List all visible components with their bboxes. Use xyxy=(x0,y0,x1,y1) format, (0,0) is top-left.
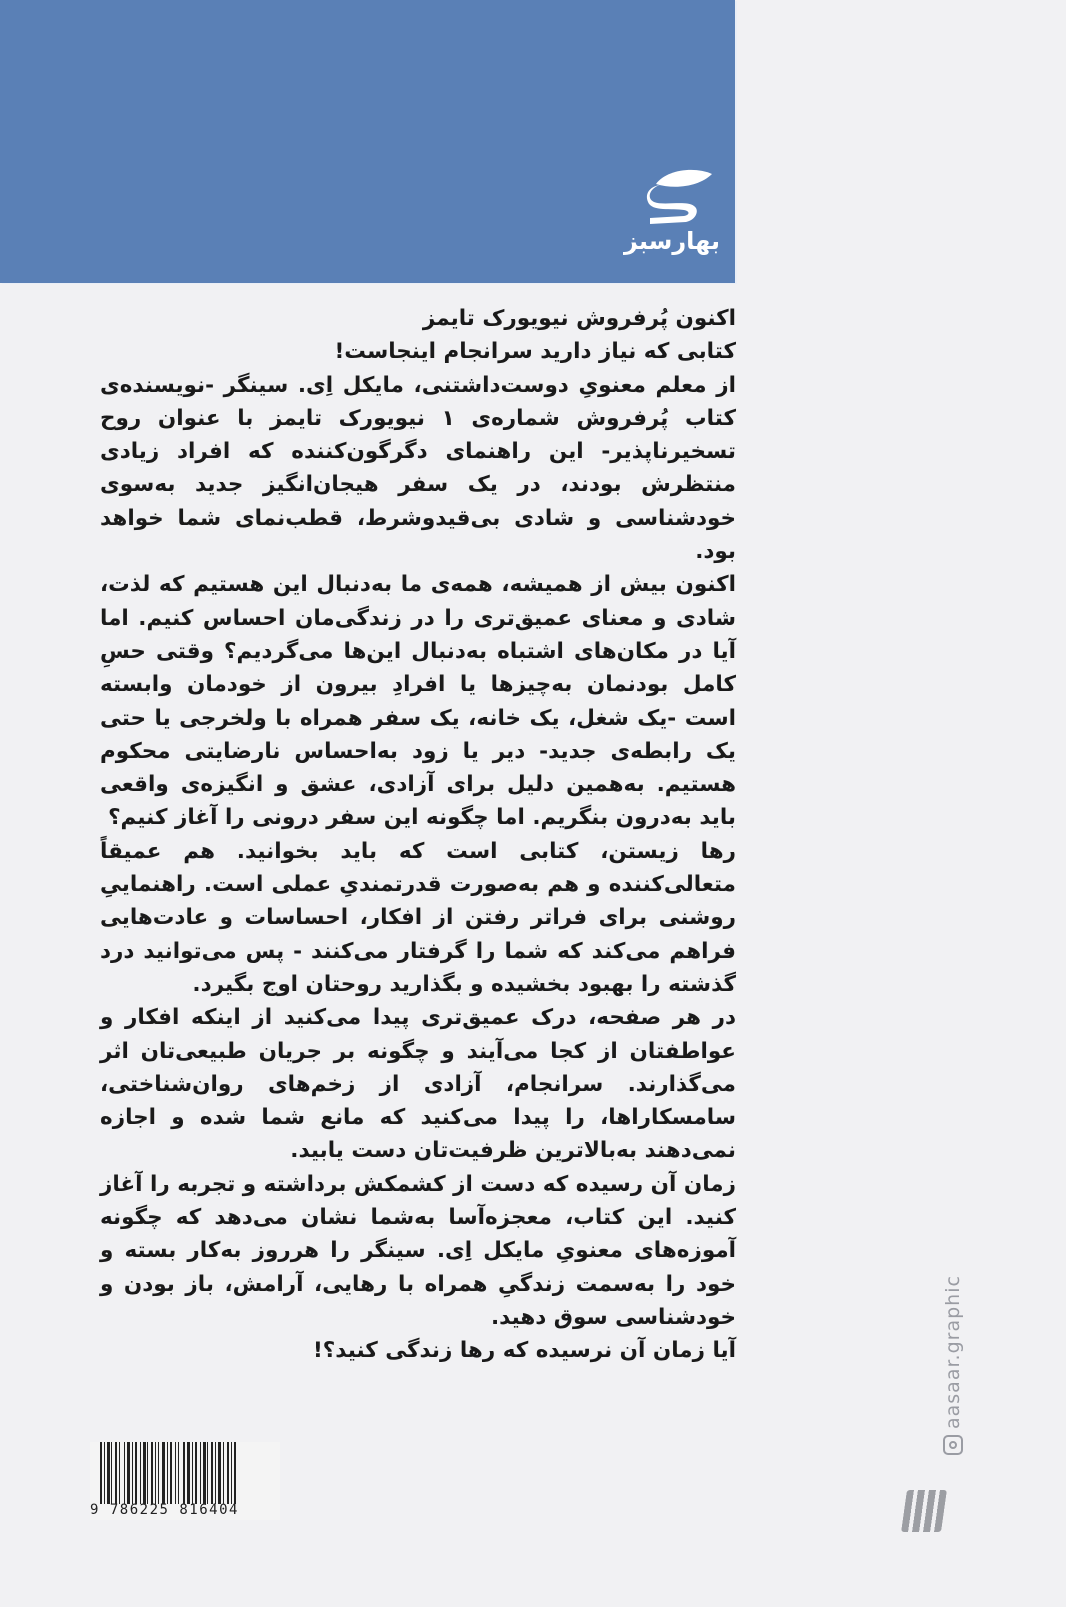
barcode-bars xyxy=(100,1442,275,1504)
blurb-paragraph-search: اکنون بیش از همیشه، همه‌ی ما به‌دنبال این هستیم که لذت، شادی و معنای عمیق‌تری را در زندگی‌مان احساس کنیم. اما آیا در مکان‌های اشتباه به‌دنبال این‌ها می‌گردیم؟ وقتی حسِ کامل بودنمان به‌چیزها یا افرادِ بیرون از خودمان وابسته است -یک شغل، یک خانه، یک سفر همراه با ولخرجی یا حتی یک رابطه‌ی جدید- دیر یا زود به‌احساس نارضایتی محکوم هستیم. به‌همین دلیل برای آزادی، عشق و انگیزه‌ی واقعی باید به‌درون بنگریم. اما چگونه این سفر درونی را آغاز کنیم؟ xyxy=(100,572,736,831)
closing-question: آیا زمان آن نرسیده که رها زندگی کنید؟! xyxy=(313,1338,736,1364)
designer-logo-icon xyxy=(901,1490,947,1532)
blurb-paragraph-intro: از معلم معنویِ دوست‌داشتنی، مایکل اِی. سینگر -نویسنده‌ی کتاب پُرفروش شماره‌ی ۱ نیویورک تایمز با عنوان روح تسخیرناپذیر- این راهنمای دگرگون‌کننده که افراد زیادی منتظرش بودند، در یک سفر هیجان‌انگیز جدید به‌سوی خودشناسی و شادی بی‌قیدوشرط، قطب‌نمای شما خواهد بود. xyxy=(100,372,736,565)
back-cover-blurb xyxy=(100,302,736,1368)
headline-tagline: کتابی که نیاز دارید سرانجام اینجاست! xyxy=(334,339,736,365)
publisher-logo xyxy=(623,166,720,266)
designer-credit xyxy=(938,1215,968,1455)
blurb-paragraph-pages: در هر صفحه، درک عمیق‌تری پیدا می‌کنید از اینکه افکار و عواطفتان از کجا می‌آیند و چگونه بر جریان طبیعی‌تان اثر می‌گذارند. سرانجام، آزادی از زخم‌های روان‌شناختی، سامسکاراها، را پیدا می‌کنید که مانع شما شده و اجازه نمی‌دهند به‌بالاترین ظرفیت‌تان دست یابید. xyxy=(100,1005,736,1164)
isbn-barcode xyxy=(90,1442,280,1520)
book-leaf-logo-icon xyxy=(636,166,720,228)
headline-bestseller: اکنون پُرفروش نیویورک تایمز xyxy=(422,306,736,331)
instagram-icon xyxy=(943,1435,963,1455)
designer-handle: aasaar.graphic xyxy=(942,1275,964,1429)
publisher-name: بهارسبز xyxy=(623,227,720,255)
blurb-paragraph-book: رها زیستن، کتابی است که باید بخوانید. هم عمیقاً متعالی‌کننده و هم به‌صورت قدرتمندیِ عملی است. راهنماییِ روشنی برای فراتر رفتن از افکار، احساسات و عادت‌هایی فراهم می‌کند که شما را گرفتار می‌کنند - پس می‌توانید درد گذشته را بهبود بخشیده و بگذارید روحتان اوج بگیرد. xyxy=(100,838,736,997)
cover-color-band xyxy=(0,0,735,283)
isbn-number: 9 786225 816404 xyxy=(90,1502,239,1518)
blurb-paragraph-time: زمان آن رسیده که دست از کشمکش برداشته و تجربه را آغاز کنید. این کتاب، معجزه‌آسا به‌شما نشان می‌دهد که چگونه آموزه‌های معنویِ مایکل اِی. سینگر را هرروز به‌کار بسته و خود را به‌سمت زندگیِ همراه با رهایی، آرامش، باز بودن و خودشناسی سوق دهید. xyxy=(100,1171,736,1330)
